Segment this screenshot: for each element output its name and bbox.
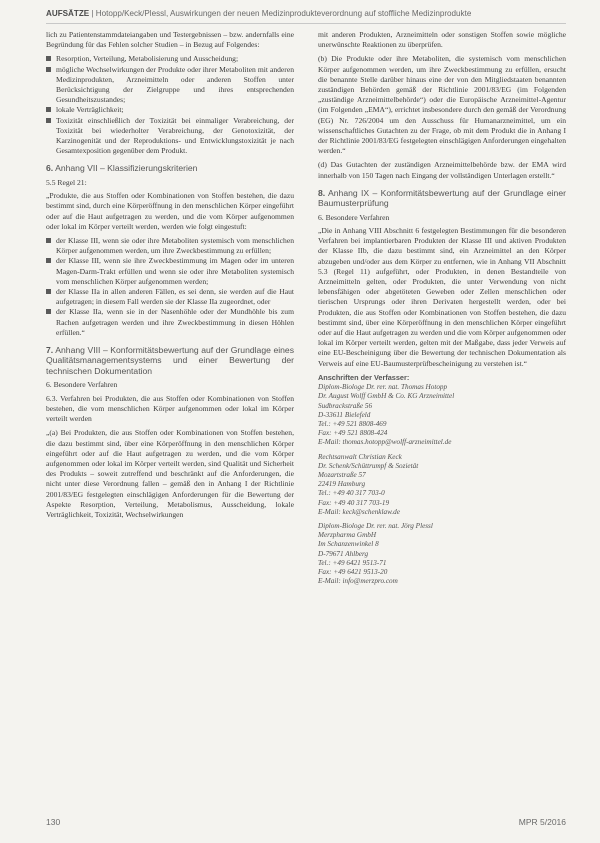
section-heading-8: 8. Anhang IX – Konformitätsbewertung auf der Grundlage einer Baumusterprüfung [318,187,566,209]
left-column [46,30,294,524]
bullet-square-icon [46,238,51,243]
section-heading-7: 7. Anhang VIII – Konformitätsbewertung auf der Grundlage eines Qualitätsmanagementsystems und einer Bewertung der technischen Dokumentation [46,344,294,376]
running-head [46,9,566,18]
section-6-subheading: 5.5 Regel 21: [46,177,87,187]
intro-paragraph: lich zu Patientenstammdateiangaben und Testergebnissen – bzw. andernfalls eine Begründung für das Fehlen solcher Studien – in Bezug auf Folgendes: [46,30,294,50]
continued-paragraph: mit anderen Produkten, Arzneimitteln oder sonstigen Stoffen sowie mögliche unerwünschte Reaktionen zu überprüfen. [318,30,566,50]
author-address: Rechtsanwalt Christian Keck Dr. Schenk/Schüttrumpf & Sozietät Mozartstraße 57 22419 Hamburg Tel.: +49 40 317 703-0 Fax: +49 40 317 703-19 E-Mail: keck@schenklaw.de [318,453,566,517]
rule21-paragraph: „Produkte, die aus Stoffen oder Kombinationen von Stoffen bestehen, die dazu bestimmt sind, durch eine Körperöffnung in den menschlichen Körper eingeführt oder auf die Haut aufgetragen zu werden, und die vom Körper aufgenommen oder lokal im Körper verteilt werden, werden wie folgt eingestuft: [46,191,294,231]
section-7-subheading: 6. Besondere Verfahren [46,380,118,390]
list-item: der Klasse III, wenn sie ihre Zweckbestimmung im Magen oder im unteren Magen-Darm-Trakt erfüllen und wenn sie oder ihre Metaboliten systemisch vom menschlichen Körper aufgenommen werden; [46,256,294,287]
email-link[interactable]: E-Mail: info@merzpro.com [318,577,398,586]
paragraph-b: (b) Die Produkte oder ihre Metaboliten, die systemisch vom menschlichen Körper aufgenommen werden, um ihre Zweckbestimmung zu erfüllen, ersucht die benannte Stelle darüber hinaus eine der von den Mitgliedstaaten benannten zuständigen Behörden gemäß der Richtlinie 2001/83/EG (im Folgenden „zuständige Arzneimittelbehörde“) oder die Europäische Arzneimittel-Agentur (im Folgenden „EMA“), errichtet insbesondere durch den gemäß der Verordnung (EG) Nr. 726/2004 um den Ausschuss für Humanarzneimittel, um ein wissenschaftliches Gutachten zu der Frage, ob mit dem Produkt die in Anhang I der Richtlinie 2001/83/EG festgelegten einschlägigen Anforderungen eingehalten werden.“ [318,54,566,156]
list-item: Toxizität einschließlich der Toxizität bei einmaliger Verabreichung, der Toxizität bei wiederholter Verabreichung, der Genotoxizität, der Karzinogenität und der Reproduktions- und Entwicklungstoxizität je nach Gesamtexposition gegenüber dem Produkt. [46,116,294,157]
list-item: lokale Verträglichkeit; [46,105,294,115]
author-address: Diplom-Biologe Dr. rer. nat. Thomas Hotopp Dr. August Wolff GmbH & Co. KG Arzneimittel Sudbrackstraße 56 D-33611 Bielefeld Tel.: +49 521 8808-469 Fax: +49 521 8808-424 E-Mail: thomas.hotopp@wolff-arzneimittel.de [318,383,566,447]
paragraph-8: „Die in Anhang VIII Abschnitt 6 festgelegten Bestimmungen für die besonderen Verfahren bei implantierbaren Produkten der Klasse III und aktiven Produkten der Klasse IIb, die dazu bestimmt sind, ein Arzneimittel an den Körper abzugeben und/oder aus dem Körper zu entfernen, wie in Anhang VII Abschnitt 5.3 (Regel 11) aufgeführt, oder Produkten, in denen Bestandteile von Arzneimitteln gelten, oder Produkten, die unter Verwendung von nicht lebensfähigen oder abgetöteten Geweben oder Zellen menschlichen oder tierischen Ursprungs oder ihren Derivaten hergestellt werden, oder bei Produkten, die aus Stoffen oder Kombinationen von Stoffen bestehen, die dazu bestimmt sind, über eine Körperöffnung in den menschlichen Körper eingeführt oder auf die Haut aufgetragen zu werden und die vom Körper aufgenommen oder lokal im Körper verteilt werden, gelten mit der Maßgabe, dass jeder Verweis auf eine EU-Bescheinigung über die Bewertung der technischen Dokumentation als Verweis auf eine EU-Baumusterprüfbescheinigung zu verstehen ist.“ [318,226,566,368]
list-item: der Klasse IIa, wenn sie in der Nasenhöhle oder der Mundhöhle bis zum Rachen aufgetragen werden und ihre Zweckbestimmung in diesen Höhlen erfüllen.“ [46,307,294,338]
bullet-list-1 [46,54,294,156]
bullet-square-icon [46,56,51,61]
page-number: 130 [46,817,61,827]
list-item: mögliche Wechselwirkungen der Produkte oder ihrer Metaboliten mit anderen Medizinprodukten, Arzneimitteln oder anderen Stoffen unter Berücksichtigung der Zielgruppe und ihres entsprechenden Gesundheitszustandes; [46,65,294,106]
list-item: Resorption, Verteilung, Metabolisierung und Ausscheidung; [46,54,294,64]
header-rule [46,23,566,24]
paragraph-6-3: 6.3. Verfahren bei Produkten, die aus Stoffen oder Kombinationen von Stoffen bestehen, die vom menschlichen Körper aufgenommen oder lokal im Körper verteilt werden [46,393,294,424]
bullet-square-icon [46,289,51,294]
right-column [318,30,566,591]
list-item: der Klasse III, wenn sie oder ihre Metaboliten systemisch vom menschlichen Körper aufgenommen werden, um ihre Zweckbestimmung zu erfüllen; [46,236,294,256]
author-addresses [318,373,566,586]
bullet-square-icon [46,258,51,263]
author-address: Diplom-Biologe Dr. rer. nat. Jörg Plessl Merzpharma GmbH Im Schanzenwinkel 8 D-79671 Ahlberg Tel.: +49 6421 9513-71 Fax: +49 6421 9513-20 E-Mail: info@merzpro.com [318,522,566,586]
paragraph-a: „(a) Bei Produkten, die aus Stoffen oder Kombinationen von Stoffen bestehen, die dazu bestimmt sind, über eine Körperöffnung in den menschlichen Körper eingeführt oder auf die Haut aufgetragen zu werden, und die vom Körper aufgenommen oder lokal im Körper verteilt werden, sind Qualität und Sicherheit des Produkts – soweit zutreffend und beschränkt auf die Anforderungen, die nicht unter diese Verordnung fallen – gemäß den in Anhang I der Richtlinie 2001/83/EG festgelegten einschlägigen Anforderungen für die Bewertung der Aspekte Resorption, Verteilung, Metabolismus, Ausscheidung, lokale Verträglichkeit, Toxizität, Wechselwirkungen [46,428,294,519]
list-item: der Klasse IIa in allen anderen Fällen, es sei denn, sie werden auf die Haut aufgetragen; in diesem Fall werden sie der Klasse IIa zugeordnet, oder [46,287,294,307]
email-link[interactable]: E-Mail: thomas.hotopp@wolff-arzneimittel.de [318,438,452,447]
running-head-title: Hotopp/Keck/Plessl, Auswirkungen der neuen Medizinprodukteverordnung auf stoffliche Medizinprodukte [95,9,472,18]
bullet-square-icon [46,107,51,112]
section-8-subheading: 6. Besondere Verfahren [318,212,390,222]
address-heading: Anschriften der Verfasser: [318,372,410,382]
paragraph-d: (d) Das Gutachten der zuständigen Arzneimittelbehörde bzw. der EMA wird innerhalb von 150 Tagen nach Eingang der vollständigen Unterlagen erstellt.“ [318,160,566,180]
running-head-separator: | [91,9,94,18]
bullet-square-icon [46,309,51,314]
section-heading-6: 6. Anhang VII – Klassifizierungskriterien [46,163,198,174]
bullet-square-icon [46,67,51,72]
email-link[interactable]: E-Mail: keck@schenklaw.de [318,507,400,516]
bullet-square-icon [46,118,51,123]
bullet-list-2 [46,236,294,338]
running-head-label: AUFSÄTZE [46,9,90,18]
journal-issue: MPR 5/2016 [518,817,566,827]
